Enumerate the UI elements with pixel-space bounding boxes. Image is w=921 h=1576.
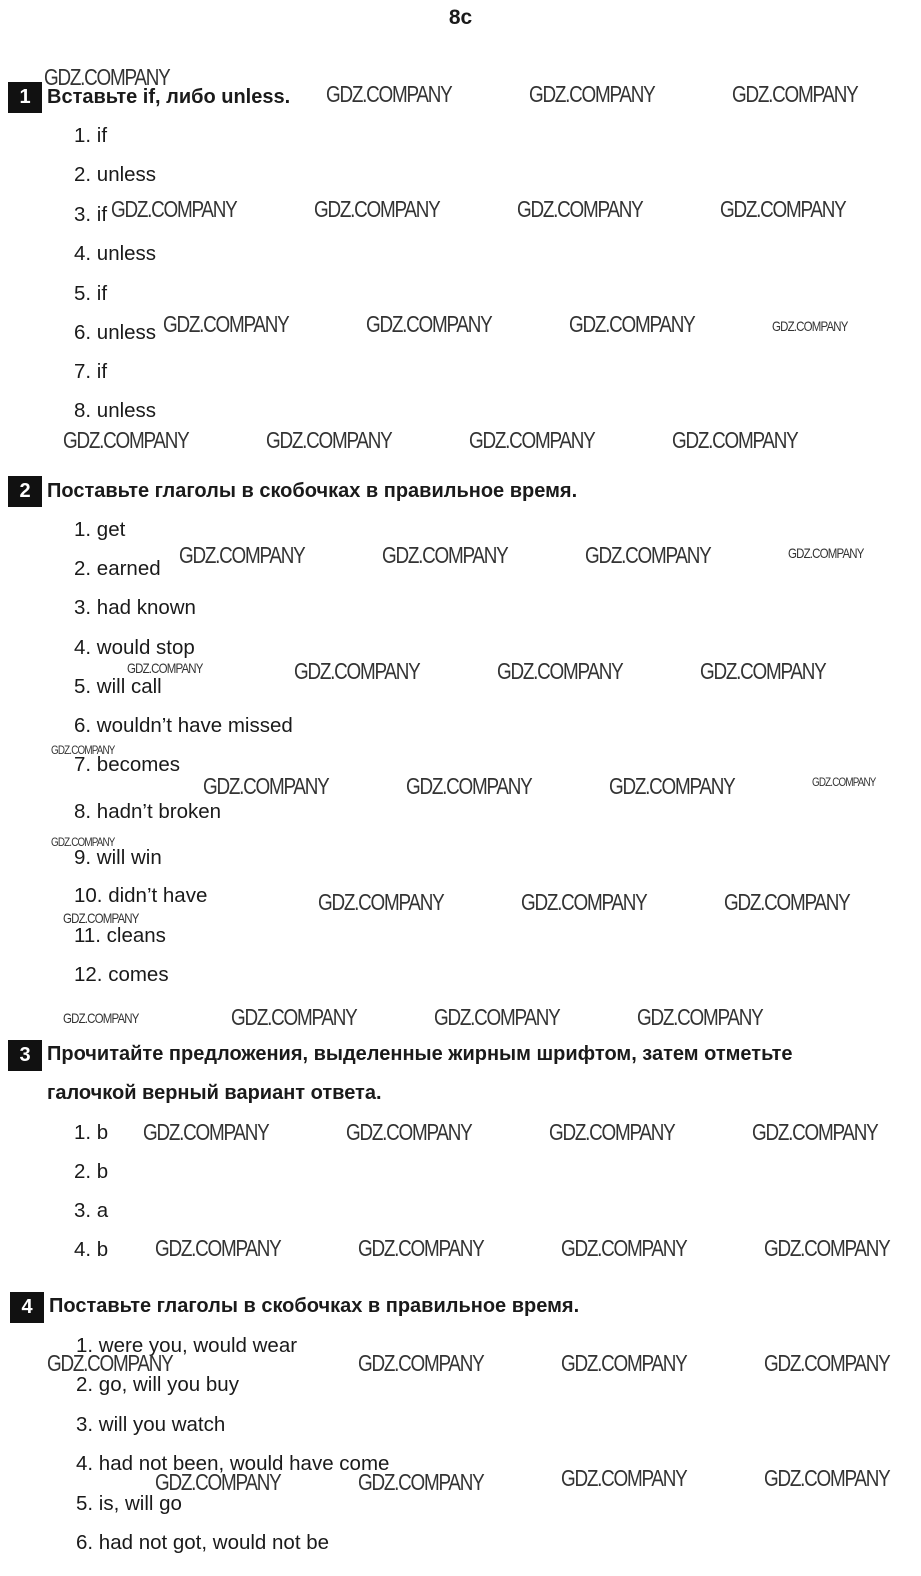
watermark: GDZ.COMPANY [561, 1235, 687, 1261]
answer-item: 5. will call [74, 675, 162, 698]
watermark: GDZ.COMPANY [529, 81, 655, 107]
answer-item: 12. comes [74, 963, 169, 986]
watermark: GDZ.COMPANY [700, 658, 826, 684]
watermark: GDZ.COMPANY [561, 1350, 687, 1376]
watermark: GDZ.COMPANY [788, 545, 864, 561]
watermark: GDZ.COMPANY [163, 311, 289, 337]
answer-item: 4. unless [74, 242, 157, 265]
watermark: GDZ.COMPANY [51, 835, 115, 849]
watermark: GDZ.COMPANY [585, 542, 711, 568]
watermark: GDZ.COMPANY [732, 81, 858, 107]
watermark: GDZ.COMPANY [358, 1350, 484, 1376]
watermark: GDZ.COMPANY [469, 427, 595, 453]
section-number-badge: 3 [8, 1040, 42, 1071]
watermark: GDZ.COMPANY [434, 1004, 560, 1030]
watermark: GDZ.COMPANY [231, 1004, 357, 1030]
watermark: GDZ.COMPANY [155, 1469, 281, 1495]
watermark: GDZ.COMPANY [764, 1350, 890, 1376]
answer-item: 5. if [74, 282, 108, 305]
answer-item: 6. wouldn’t have missed [74, 714, 293, 737]
watermark: GDZ.COMPANY [318, 889, 444, 915]
answer-item: 10. didn’t have [74, 884, 208, 907]
section-number-badge: 4 [10, 1292, 44, 1323]
watermark: GDZ.COMPANY [179, 542, 305, 568]
watermark: GDZ.COMPANY [812, 775, 876, 789]
answer-item: 4. had not been, would have come [76, 1452, 390, 1475]
answer-item: 3. will you watch [76, 1413, 226, 1436]
answer-item: 2. b [74, 1160, 109, 1183]
watermark: GDZ.COMPANY [569, 311, 695, 337]
answer-item: 6. had not got, would not be [76, 1531, 330, 1554]
answer-item: 4. would stop [74, 636, 195, 659]
watermark: GDZ.COMPANY [517, 196, 643, 222]
answer-item: 2. unless [74, 163, 157, 186]
watermark: GDZ.COMPANY [63, 1010, 139, 1026]
section-number-badge: 1 [8, 82, 42, 113]
watermark: GDZ.COMPANY [111, 196, 237, 222]
watermark: GDZ.COMPANY [724, 889, 850, 915]
watermark: GDZ.COMPANY [47, 1350, 173, 1376]
answer-item: 5. is, will go [76, 1492, 182, 1515]
section-title: Поставьте глаголы в скобочках в правильное время. [49, 1295, 580, 1317]
watermark: GDZ.COMPANY [764, 1465, 890, 1491]
watermark: GDZ.COMPANY [764, 1235, 890, 1261]
watermark: GDZ.COMPANY [497, 658, 623, 684]
watermark: GDZ.COMPANY [346, 1119, 472, 1145]
answer-item: 2. go, will you buy [76, 1373, 239, 1396]
answer-item: 7. becomes [74, 753, 180, 776]
section-title-continued: галочкой верный вариант ответа. [47, 1082, 382, 1104]
answer-item: 6. unless [74, 321, 157, 344]
watermark: GDZ.COMPANY [44, 64, 170, 90]
answer-item: 9. will win [74, 846, 162, 869]
section-title: Вставьте if, либо unless. [47, 86, 291, 108]
answer-item: 1. were you, would wear [76, 1334, 298, 1357]
watermark: GDZ.COMPANY [521, 889, 647, 915]
watermark: GDZ.COMPANY [672, 427, 798, 453]
answer-item: 1. b [74, 1121, 109, 1144]
answer-item: 1. if [74, 124, 108, 147]
watermark: GDZ.COMPANY [382, 542, 508, 568]
watermark: GDZ.COMPANY [549, 1119, 675, 1145]
watermark: GDZ.COMPANY [358, 1469, 484, 1495]
watermark: GDZ.COMPANY [143, 1119, 269, 1145]
watermark: GDZ.COMPANY [358, 1235, 484, 1261]
answer-item: 1. get [74, 518, 126, 541]
watermark: GDZ.COMPANY [294, 658, 420, 684]
answer-item: 3. a [74, 1199, 109, 1222]
answer-item: 8. unless [74, 399, 157, 422]
answer-item: 11. cleans [74, 924, 166, 947]
answer-item: 4. b [74, 1238, 109, 1261]
watermark: GDZ.COMPANY [127, 660, 203, 676]
answer-item: 2. earned [74, 557, 161, 580]
watermark: GDZ.COMPANY [203, 773, 329, 799]
watermark: GDZ.COMPANY [366, 311, 492, 337]
watermark: GDZ.COMPANY [326, 81, 452, 107]
answer-item: 3. if [74, 203, 108, 226]
watermark: GDZ.COMPANY [63, 427, 189, 453]
watermark: GDZ.COMPANY [752, 1119, 878, 1145]
watermark: GDZ.COMPANY [561, 1465, 687, 1491]
watermark: GDZ.COMPANY [406, 773, 532, 799]
watermark: GDZ.COMPANY [63, 910, 139, 926]
watermark: GDZ.COMPANY [51, 743, 115, 757]
section-number-badge: 2 [8, 476, 42, 507]
answer-item: 3. had known [74, 596, 196, 619]
answer-item: 7. if [74, 360, 108, 383]
watermark: GDZ.COMPANY [155, 1235, 281, 1261]
answer-item: 8. hadn’t broken [74, 800, 222, 823]
section-title: Поставьте глаголы в скобочках в правильное время. [47, 480, 578, 502]
section-title: Прочитайте предложения, выделенные жирным шрифтом, затем отметьте [47, 1043, 793, 1065]
watermark: GDZ.COMPANY [314, 196, 440, 222]
watermark: GDZ.COMPANY [637, 1004, 763, 1030]
page-title: 8c [448, 6, 473, 29]
watermark: GDZ.COMPANY [266, 427, 392, 453]
watermark: GDZ.COMPANY [720, 196, 846, 222]
watermark: GDZ.COMPANY [772, 318, 848, 334]
watermark: GDZ.COMPANY [609, 773, 735, 799]
